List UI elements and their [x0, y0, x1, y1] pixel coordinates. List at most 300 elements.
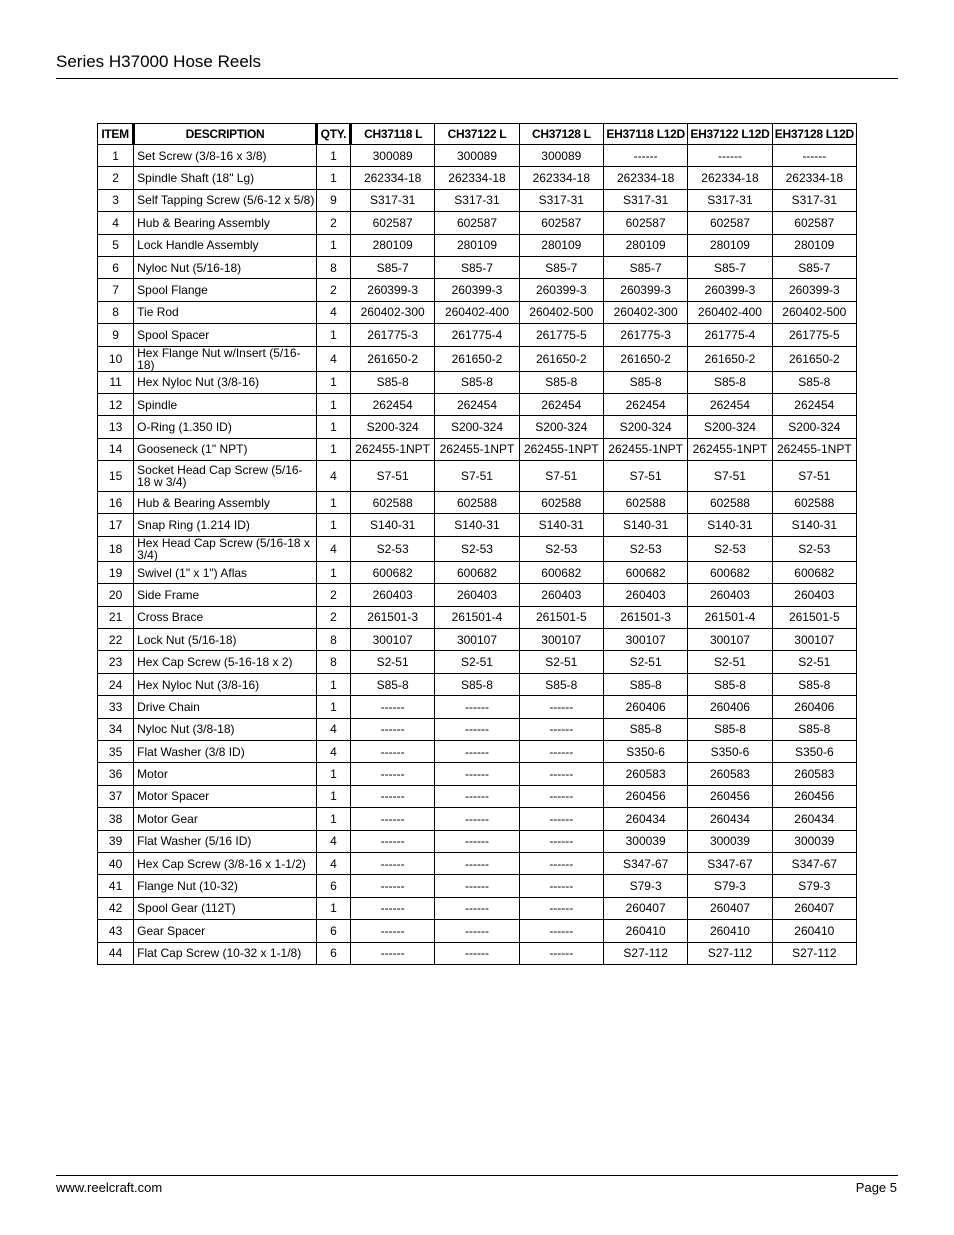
part-number-cell: ------ — [350, 808, 434, 830]
part-number-cell: S79-3 — [772, 875, 856, 897]
part-number-cell: 261650-2 — [350, 346, 434, 371]
qty-cell: 1 — [316, 438, 350, 460]
qty-cell: 8 — [316, 651, 350, 673]
part-number-cell: 602587 — [435, 212, 519, 234]
part-number-cell: 261650-2 — [603, 346, 687, 371]
part-number-cell: 300107 — [435, 629, 519, 651]
part-number-cell: S27-112 — [772, 942, 856, 964]
part-number-cell: 261650-2 — [519, 346, 603, 371]
part-number-cell: ------ — [519, 830, 603, 852]
part-number-cell: 602588 — [519, 492, 603, 514]
description-cell: Lock Handle Assembly — [134, 234, 317, 256]
table-row — [98, 279, 857, 301]
part-number-cell: ------ — [519, 785, 603, 807]
item-number-cell: 9 — [98, 324, 134, 346]
page-title: Series H37000 Hose Reels — [56, 52, 262, 71]
part-number-cell: S140-31 — [435, 514, 519, 536]
item-number-cell: 13 — [98, 416, 134, 438]
item-number-cell: 39 — [98, 830, 134, 852]
part-number-cell: 602587 — [688, 212, 772, 234]
part-number-cell: S7-51 — [435, 461, 519, 492]
part-number-cell: 262455-1NPT — [772, 438, 856, 460]
part-number-cell: S27-112 — [603, 942, 687, 964]
parts-table — [97, 123, 857, 965]
part-number-cell: S2-53 — [772, 536, 856, 561]
part-number-cell: S85-8 — [519, 371, 603, 393]
table-row — [98, 740, 857, 762]
part-number-cell: ------ — [519, 718, 603, 740]
table-row — [98, 256, 857, 278]
table-row — [98, 897, 857, 919]
part-number-cell: S7-51 — [688, 461, 772, 492]
part-number-cell: 602587 — [603, 212, 687, 234]
website-link[interactable]: www.reelcraft.com — [56, 1180, 163, 1195]
table-row — [98, 145, 857, 167]
description-cell: Hex Head Cap Screw (5/16-18 x 3/4) — [134, 536, 317, 561]
item-number-cell: 21 — [98, 606, 134, 628]
description-cell: Flange Nut (10-32) — [134, 875, 317, 897]
part-number-cell: 260402-500 — [772, 301, 856, 323]
qty-cell: 2 — [316, 212, 350, 234]
description-cell: Spool Gear (112T) — [134, 897, 317, 919]
table-row — [98, 651, 857, 673]
part-number-cell: 300107 — [688, 629, 772, 651]
part-number-cell: ------ — [350, 852, 434, 874]
qty-cell: 4 — [316, 740, 350, 762]
part-number-cell: 260434 — [688, 808, 772, 830]
description-cell: Nyloc Nut (3/8-18) — [134, 718, 317, 740]
part-number-cell: ------ — [435, 740, 519, 762]
table-row — [98, 763, 857, 785]
part-number-cell: ------ — [350, 763, 434, 785]
part-number-cell: S140-31 — [603, 514, 687, 536]
table-header-row — [98, 124, 857, 145]
table-row — [98, 438, 857, 460]
part-number-cell: ------ — [350, 830, 434, 852]
part-number-cell: 261501-5 — [772, 606, 856, 628]
table-row — [98, 920, 857, 942]
part-number-cell: 262454 — [688, 393, 772, 415]
part-number-cell: S2-51 — [519, 651, 603, 673]
item-number-cell: 40 — [98, 852, 134, 874]
description-cell: Snap Ring (1.214 ID) — [134, 514, 317, 536]
qty-cell: 1 — [316, 145, 350, 167]
column-header-qty: QTY. — [316, 124, 350, 145]
part-number-cell: 262334-18 — [435, 167, 519, 189]
part-number-cell: 260456 — [772, 785, 856, 807]
description-cell: Hex Nyloc Nut (3/8-16) — [134, 371, 317, 393]
part-number-cell: 261775-4 — [688, 324, 772, 346]
part-number-cell: S85-8 — [350, 673, 434, 695]
qty-cell: 2 — [316, 279, 350, 301]
description-cell: Motor Gear — [134, 808, 317, 830]
part-number-cell: ------ — [435, 696, 519, 718]
part-number-cell: 261501-5 — [519, 606, 603, 628]
item-number-cell: 34 — [98, 718, 134, 740]
table-row — [98, 371, 857, 393]
part-number-cell: S200-324 — [772, 416, 856, 438]
item-number-cell: 2 — [98, 167, 134, 189]
part-number-cell: S140-31 — [688, 514, 772, 536]
table-row — [98, 324, 857, 346]
part-number-cell: S85-7 — [688, 256, 772, 278]
part-number-cell: 300039 — [688, 830, 772, 852]
part-number-cell: S317-31 — [603, 189, 687, 211]
table-row — [98, 212, 857, 234]
item-number-cell: 38 — [98, 808, 134, 830]
item-number-cell: 12 — [98, 393, 134, 415]
part-number-cell: 261501-4 — [435, 606, 519, 628]
part-number-cell: 260583 — [688, 763, 772, 785]
part-number-cell: ------ — [350, 740, 434, 762]
part-number-cell: S85-8 — [603, 371, 687, 393]
part-number-cell: S200-324 — [603, 416, 687, 438]
part-number-cell: ------ — [435, 875, 519, 897]
item-number-cell: 24 — [98, 673, 134, 695]
part-number-cell: S350-6 — [772, 740, 856, 762]
qty-cell: 4 — [316, 830, 350, 852]
table-row — [98, 830, 857, 852]
qty-cell: 1 — [316, 514, 350, 536]
part-number-cell: S317-31 — [772, 189, 856, 211]
item-number-cell: 8 — [98, 301, 134, 323]
part-number-cell: ------ — [435, 852, 519, 874]
part-number-cell: 262334-18 — [350, 167, 434, 189]
column-header-model: CH37118 L — [350, 124, 434, 145]
part-number-cell: S85-8 — [772, 718, 856, 740]
table-row — [98, 584, 857, 606]
description-cell: Hex Cap Screw (5-16-18 x 2) — [134, 651, 317, 673]
table-row — [98, 189, 857, 211]
part-number-cell: 602588 — [603, 492, 687, 514]
qty-cell: 6 — [316, 920, 350, 942]
part-number-cell: S200-324 — [688, 416, 772, 438]
part-number-cell: 300107 — [519, 629, 603, 651]
part-number-cell: S85-7 — [603, 256, 687, 278]
item-number-cell: 11 — [98, 371, 134, 393]
part-number-cell: 262455-1NPT — [435, 438, 519, 460]
description-cell: Flat Washer (5/16 ID) — [134, 830, 317, 852]
table-row — [98, 346, 857, 371]
table-row — [98, 167, 857, 189]
part-number-cell: 260403 — [688, 584, 772, 606]
part-number-cell: ------ — [519, 740, 603, 762]
item-number-cell: 22 — [98, 629, 134, 651]
part-number-cell: 280109 — [435, 234, 519, 256]
part-number-cell: 260399-3 — [772, 279, 856, 301]
part-number-cell: 260583 — [772, 763, 856, 785]
part-number-cell: S79-3 — [688, 875, 772, 897]
part-number-cell: ------ — [435, 897, 519, 919]
part-number-cell: S7-51 — [603, 461, 687, 492]
part-number-cell: 260407 — [772, 897, 856, 919]
item-number-cell: 18 — [98, 536, 134, 561]
description-cell: Spool Spacer — [134, 324, 317, 346]
part-number-cell: ------ — [435, 830, 519, 852]
table-row — [98, 536, 857, 561]
part-number-cell: 261775-3 — [350, 324, 434, 346]
description-cell: Drive Chain — [134, 696, 317, 718]
item-number-cell: 44 — [98, 942, 134, 964]
part-number-cell: ------ — [519, 852, 603, 874]
part-number-cell: 260407 — [688, 897, 772, 919]
part-number-cell: ------ — [519, 763, 603, 785]
part-number-cell: S27-112 — [688, 942, 772, 964]
column-header-model: EH37128 L12D — [772, 124, 856, 145]
qty-cell: 1 — [316, 416, 350, 438]
part-number-cell: ------ — [350, 897, 434, 919]
description-cell: Spindle — [134, 393, 317, 415]
part-number-cell: 262334-18 — [603, 167, 687, 189]
part-number-cell: 260456 — [688, 785, 772, 807]
qty-cell: 1 — [316, 561, 350, 583]
table-row — [98, 673, 857, 695]
part-number-cell: 260434 — [772, 808, 856, 830]
part-number-cell: 260583 — [603, 763, 687, 785]
part-number-cell: S7-51 — [772, 461, 856, 492]
part-number-cell: S2-53 — [350, 536, 434, 561]
part-number-cell: 261501-3 — [603, 606, 687, 628]
qty-cell: 1 — [316, 808, 350, 830]
table-row — [98, 696, 857, 718]
part-number-cell: 262455-1NPT — [350, 438, 434, 460]
qty-cell: 1 — [316, 897, 350, 919]
description-cell: Nyloc Nut (5/16-18) — [134, 256, 317, 278]
table-row — [98, 561, 857, 583]
part-number-cell: 262334-18 — [688, 167, 772, 189]
qty-cell: 4 — [316, 536, 350, 561]
part-number-cell: 602587 — [350, 212, 434, 234]
description-cell: Hex Cap Screw (3/8-16 x 1-1/2) — [134, 852, 317, 874]
footer-divider — [56, 1175, 898, 1176]
part-number-cell: 260410 — [772, 920, 856, 942]
qty-cell: 8 — [316, 256, 350, 278]
description-cell: Hex Nyloc Nut (3/8-16) — [134, 673, 317, 695]
item-number-cell: 5 — [98, 234, 134, 256]
part-number-cell: 261501-4 — [688, 606, 772, 628]
part-number-cell: 262454 — [435, 393, 519, 415]
qty-cell: 4 — [316, 718, 350, 740]
table-row — [98, 393, 857, 415]
part-number-cell: ------ — [435, 785, 519, 807]
part-number-cell: 260399-3 — [603, 279, 687, 301]
qty-cell: 2 — [316, 584, 350, 606]
description-cell: Flat Cap Screw (10-32 x 1-1/8) — [134, 942, 317, 964]
qty-cell: 1 — [316, 696, 350, 718]
qty-cell: 1 — [316, 785, 350, 807]
part-number-cell: 602588 — [772, 492, 856, 514]
part-number-cell: 602587 — [519, 212, 603, 234]
part-number-cell: ------ — [603, 145, 687, 167]
part-number-cell: 262454 — [772, 393, 856, 415]
part-number-cell: S85-8 — [603, 718, 687, 740]
column-header-model: EH37122 L12D — [688, 124, 772, 145]
part-number-cell: 260406 — [603, 696, 687, 718]
part-number-cell: S85-8 — [688, 371, 772, 393]
part-number-cell: S2-53 — [519, 536, 603, 561]
part-number-cell: S85-8 — [350, 371, 434, 393]
item-number-cell: 6 — [98, 256, 134, 278]
part-number-cell: S85-8 — [688, 673, 772, 695]
page-number: Page 5 — [855, 1180, 897, 1195]
part-number-cell: S85-8 — [772, 371, 856, 393]
part-number-cell: S140-31 — [519, 514, 603, 536]
part-number-cell: 260407 — [603, 897, 687, 919]
part-number-cell: S85-8 — [603, 673, 687, 695]
part-number-cell: 280109 — [772, 234, 856, 256]
part-number-cell: 600682 — [519, 561, 603, 583]
part-number-cell: S350-6 — [688, 740, 772, 762]
part-number-cell: S200-324 — [350, 416, 434, 438]
part-number-cell: 300107 — [603, 629, 687, 651]
part-number-cell: 300089 — [435, 145, 519, 167]
part-number-cell: S85-8 — [519, 673, 603, 695]
part-number-cell: 260434 — [603, 808, 687, 830]
part-number-cell: S347-67 — [772, 852, 856, 874]
item-number-cell: 33 — [98, 696, 134, 718]
part-number-cell: ------ — [350, 785, 434, 807]
table-row — [98, 606, 857, 628]
item-number-cell: 14 — [98, 438, 134, 460]
part-number-cell: S140-31 — [350, 514, 434, 536]
part-number-cell: S7-51 — [519, 461, 603, 492]
part-number-cell: ------ — [350, 942, 434, 964]
part-number-cell: 262454 — [603, 393, 687, 415]
item-number-cell: 41 — [98, 875, 134, 897]
qty-cell: 1 — [316, 763, 350, 785]
description-cell: Motor — [134, 763, 317, 785]
part-number-cell: 261775-4 — [435, 324, 519, 346]
part-number-cell: 602587 — [772, 212, 856, 234]
part-number-cell: S85-7 — [772, 256, 856, 278]
qty-cell: 4 — [316, 346, 350, 371]
part-number-cell: 262334-18 — [519, 167, 603, 189]
part-number-cell: 260402-400 — [435, 301, 519, 323]
part-number-cell: S317-31 — [350, 189, 434, 211]
item-number-cell: 1 — [98, 145, 134, 167]
item-number-cell: 20 — [98, 584, 134, 606]
part-number-cell: S2-51 — [435, 651, 519, 673]
item-number-cell: 15 — [98, 461, 134, 492]
qty-cell: 8 — [316, 629, 350, 651]
part-number-cell: 260402-300 — [603, 301, 687, 323]
item-number-cell: 4 — [98, 212, 134, 234]
table-row — [98, 461, 857, 492]
qty-cell: 1 — [316, 492, 350, 514]
part-number-cell: 600682 — [688, 561, 772, 583]
qty-cell: 1 — [316, 371, 350, 393]
column-header-model: EH37118 L12D — [603, 124, 687, 145]
part-number-cell: 262455-1NPT — [519, 438, 603, 460]
part-number-cell: S140-31 — [772, 514, 856, 536]
part-number-cell: 260406 — [772, 696, 856, 718]
part-number-cell: 261775-5 — [772, 324, 856, 346]
table-row — [98, 785, 857, 807]
part-number-cell: 300107 — [350, 629, 434, 651]
part-number-cell: ------ — [350, 696, 434, 718]
part-number-cell: 280109 — [688, 234, 772, 256]
part-number-cell: 300107 — [772, 629, 856, 651]
description-cell: Side Frame — [134, 584, 317, 606]
part-number-cell: S85-8 — [435, 371, 519, 393]
part-number-cell: 260410 — [688, 920, 772, 942]
item-number-cell: 7 — [98, 279, 134, 301]
part-number-cell: 300089 — [350, 145, 434, 167]
part-number-cell: S85-7 — [519, 256, 603, 278]
part-number-cell: ------ — [519, 897, 603, 919]
part-number-cell: ------ — [519, 808, 603, 830]
part-number-cell: S2-51 — [688, 651, 772, 673]
part-number-cell: 600682 — [603, 561, 687, 583]
part-number-cell: 261650-2 — [435, 346, 519, 371]
table-row — [98, 301, 857, 323]
part-number-cell: 260403 — [519, 584, 603, 606]
part-number-cell: 260403 — [603, 584, 687, 606]
part-number-cell: 260403 — [435, 584, 519, 606]
qty-cell: 1 — [316, 167, 350, 189]
part-number-cell: 261775-3 — [603, 324, 687, 346]
part-number-cell: ------ — [519, 875, 603, 897]
part-number-cell: 260403 — [772, 584, 856, 606]
part-number-cell: ------ — [519, 942, 603, 964]
table-row — [98, 492, 857, 514]
part-number-cell: S317-31 — [435, 189, 519, 211]
column-header-model: CH37122 L — [435, 124, 519, 145]
part-number-cell: 602588 — [435, 492, 519, 514]
table-row — [98, 942, 857, 964]
part-number-cell: 261501-3 — [350, 606, 434, 628]
table-row — [98, 629, 857, 651]
part-number-cell: ------ — [435, 808, 519, 830]
table-row — [98, 852, 857, 874]
part-number-cell: S79-3 — [603, 875, 687, 897]
part-number-cell: 260456 — [603, 785, 687, 807]
part-number-cell: 260399-3 — [519, 279, 603, 301]
description-cell: Flat Washer (3/8 ID) — [134, 740, 317, 762]
column-header-model: CH37128 L — [519, 124, 603, 145]
table-row — [98, 875, 857, 897]
qty-cell: 4 — [316, 852, 350, 874]
part-number-cell: S85-8 — [688, 718, 772, 740]
part-number-cell: 261650-2 — [772, 346, 856, 371]
item-number-cell: 23 — [98, 651, 134, 673]
description-cell: Spindle Shaft (18" Lg) — [134, 167, 317, 189]
part-number-cell: ------ — [435, 718, 519, 740]
qty-cell: 1 — [316, 393, 350, 415]
part-number-cell: ------ — [350, 718, 434, 740]
part-number-cell: 262454 — [350, 393, 434, 415]
part-number-cell: 602588 — [350, 492, 434, 514]
description-cell: Hub & Bearing Assembly — [134, 492, 317, 514]
part-number-cell: S2-53 — [603, 536, 687, 561]
description-cell: Tie Rod — [134, 301, 317, 323]
part-number-cell: ------ — [519, 920, 603, 942]
part-number-cell: 260402-400 — [688, 301, 772, 323]
qty-cell: 4 — [316, 461, 350, 492]
table-row — [98, 416, 857, 438]
part-number-cell: S200-324 — [435, 416, 519, 438]
column-header-description: DESCRIPTION — [134, 124, 317, 145]
part-number-cell: 280109 — [350, 234, 434, 256]
description-cell: Hex Flange Nut w/Insert (5/16-18) — [134, 346, 317, 371]
item-number-cell: 35 — [98, 740, 134, 762]
part-number-cell: 262455-1NPT — [688, 438, 772, 460]
qty-cell: 1 — [316, 673, 350, 695]
item-number-cell: 37 — [98, 785, 134, 807]
table-row — [98, 234, 857, 256]
part-number-cell: S200-324 — [519, 416, 603, 438]
item-number-cell: 16 — [98, 492, 134, 514]
